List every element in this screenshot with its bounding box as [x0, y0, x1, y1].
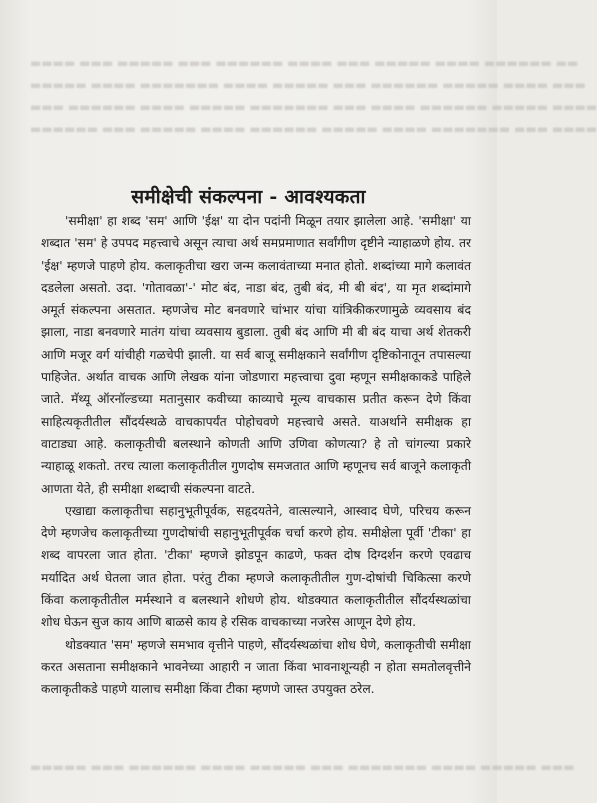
body-text — [41, 210, 471, 701]
paragraph: एखाद्या कलाकृतीचा सहानुभूतीपूर्वक, सहृदयतेने, वात्सल्याने, आस्वाद घेणे, परिचय करून देणे म्हणजेच कलाकृतीच्या गुणदोषांची सहानुभूतीपूर्वक चर्चा करणे होय. समीक्षेला पूर्वी 'टीका' हा शब्द वापरला जात होता. 'टीका' म्हणजे झोडपून काढणे, फक्त दोष दिग्दर्शन करणे एवढाच मर्यादित अर्थ घेतला जात होता. परंतु टीका म्हणजे कलाकृतीतील गुण-दोषांची चिकित्सा करणे किंवा कलाकृतीतील मर्मस्थाने व बलस्थाने शोधणे होय. थोडक्यात कलाकृतीतील सौंदर्यस्थळांचा शोध घेऊन सुज काय आणि बाळसे काय हे रसिक वाचकाच्या नजरेस आणून देणे होय. — [41, 503, 471, 630]
show-through-text-top: ▬▬▬▬ ▬▬▬ ▬▬▬▬▬ ▬▬▬ ▬▬▬▬▬▬ ▬▬▬▬ ▬▬▬ ▬▬▬▬▬ ▬▬▬▬ ▬▬▬▬▬▬ ▬▬ ▬▬▬▬▬ ▬▬▬▬ ▬▬▬▬▬▬▬ ▬▬▬▬ ▬▬▬▬▬ ▬▬▬ ▬▬▬▬▬▬ ▬▬▬▬▬ ▬▬▬▬ ▬▬▬ ▬▬▬ ▬▬▬▬▬▬ ▬▬▬▬ ▬▬▬▬▬ ▬▬▬▬▬▬▬ ▬▬▬ ▬▬▬▬ ▬▬▬▬▬▬ ▬▬▬▬▬ ▬▬▬▬ ▬▬▬▬▬▬ ▬▬▬ ▬▬▬▬▬ ▬▬▬▬ ▬▬▬▬▬▬ ▬▬▬▬▬ ▬▬▬▬ ▬▬▬▬▬▬▬ ▬▬▬ ▬▬▬▬ — [30, 56, 597, 136]
show-through-text-bottom: ▬▬▬▬▬ ▬▬▬ ▬▬▬▬▬▬ ▬▬▬▬ ▬▬▬▬▬ ▬▬▬ ▬▬▬▬▬▬▬ ▬▬▬▬ ▬▬▬▬▬ ▬▬▬ — [30, 760, 575, 774]
page-title: समीक्षेची संकल्पना - आवश्यकता — [131, 185, 366, 208]
paragraph: थोडक्यात 'सम' म्हणजे समभाव वृत्तीने पाहणे, सौंदर्यस्थळांचा शोध घेणे, कलाकृतीची समीक्षा करत असताना समीक्षकाने भावनेच्या आहारी न जाता किंवा भावनाशून्यही न होता समतोलवृत्तीने कलाकृतीकडे पाहणे यालाच समीक्षा किंवा टीका म्हणणे जास्त उपयुक्त ठरेल. — [41, 637, 471, 697]
paragraph: 'समीक्षा' हा शब्द 'सम' आणि 'ईक्ष' या दोन पदांनी मिळून तयार झालेला आहे. 'समीक्षा' या शब्दात 'सम' हे उपपद महत्त्वाचे असून त्याचा अर्थ समप्रमाणात सर्वांगीण दृष्टीने न्याहाळणे होय. तर 'ईक्ष' म्हणजे पाहणे होय. कलाकृतीचा खरा जन्म कलावंताच्या मनात होतो. शब्दांच्या मागे कलावंत दडलेला असतो. उदा. 'गोतावळा'-' मोट बंद, नाडा बंद, तुबी बंद, मी बी बंद', या मृत शब्दांमागे अमूर्त संकल्पना असतात. म्हणजेच मोट बनवणारे चांभार यांचा यांत्रिकीकरणामुळे व्यवसाय बंद झाला, नाडा बनवणारे मातंग यांचा व्यवसाय बुडाला. तुबी बंद आणि मी बी बंद याचा अर्थ शेतकरी आणि मजूर वर्ग यांचीही गळचेपी झाली. या सर्व बाजू समीक्षकाने सर्वांगीण दृष्टिकोनातून तपासल्या पाहिजेत. अर्थात वाचक आणि लेखक यांना जोडणारा महत्त्वाचा दुवा म्हणून समीक्षकाकडे पाहिले जाते. मॅथ्यू ऑरनॉल्डच्या मतानुसार कवीच्या काव्याचे मूल्य वाचकास प्रतीत करून देणे किंवा साहित्यकृतीतील सौंदर्यस्थळे वाचकापर्यंत पोहोचवणे महत्त्वाचे असते. याअर्थाने समीक्षक हा वाटाड्या आहे. कलाकृतीची बलस्थाने कोणती आणि उणिवा कोणत्या? हे तो चांगल्या प्रकारे न्याहाळू शकतो. तरच त्याला कलाकृतीतील गुणदोष समजतात आणि म्हणूनच सर्व बाजूने कलाकृती आणता येते, ही समीक्षा शब्दाची संकल्पना वाटते. — [41, 214, 471, 496]
